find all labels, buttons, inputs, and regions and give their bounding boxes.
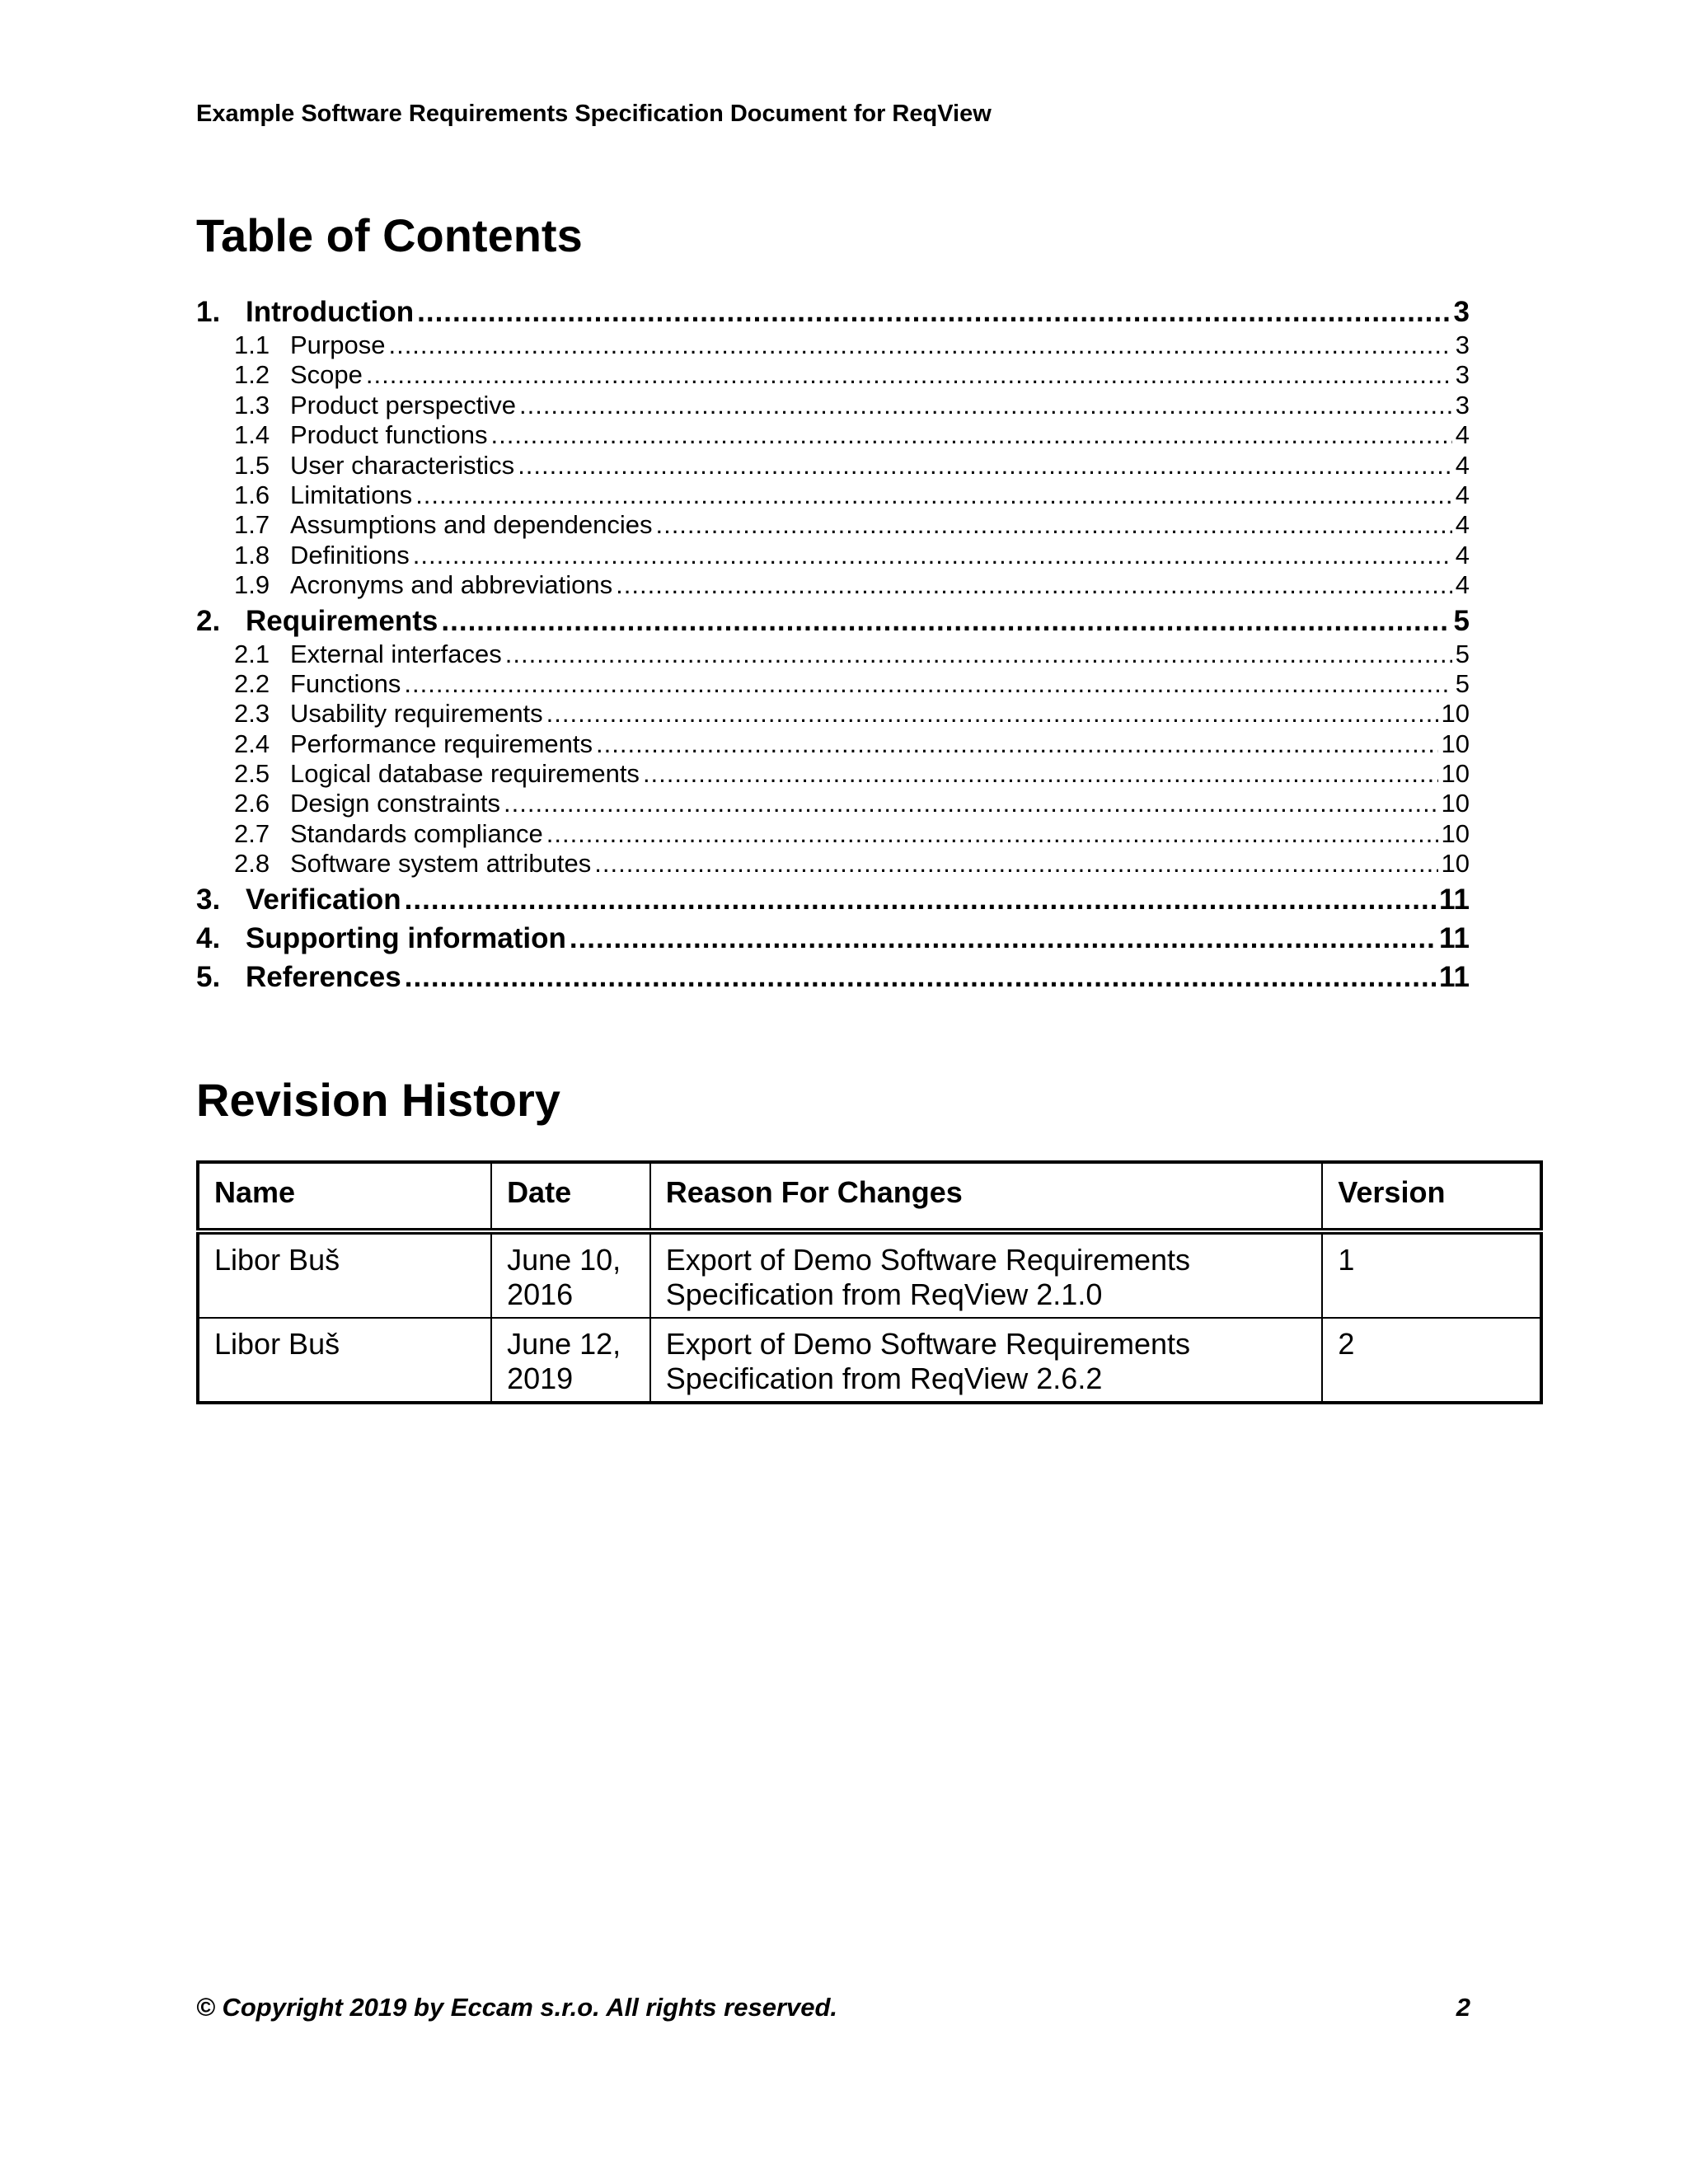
cell-date — [491, 1318, 650, 1403]
toc-entry-level2[interactable] — [196, 570, 1470, 600]
toc-entry-number: 2.7 — [234, 818, 270, 848]
cell-reason — [650, 1231, 1323, 1318]
toc-entry-page: 10 — [1441, 729, 1470, 758]
date-line: June 10, — [507, 1243, 621, 1277]
reason-line: Specification from ReqView 2.1.0 — [665, 1277, 1103, 1311]
toc-entry-page: 5 — [1453, 604, 1470, 637]
reason-line: Export of Demo Software Requirements — [665, 1243, 1191, 1277]
toc-entry-number: 2.8 — [234, 849, 270, 879]
toc-dot-leader — [405, 958, 1436, 996]
toc-entry-number: 2.2 — [234, 668, 270, 698]
toc-entry-page: 3 — [1453, 296, 1470, 328]
toc-dot-leader — [616, 570, 1452, 600]
footer-copyright: © Copyright 2019 by Eccam s.r.o. All rights reserved. — [196, 1993, 838, 2022]
column-header-reason: Reason For Changes — [650, 1162, 1323, 1231]
cell-name: Libor Buš — [198, 1318, 491, 1403]
toc-entry-level2[interactable] — [196, 759, 1470, 789]
toc-dot-leader — [388, 330, 1451, 360]
footer-page-number: 2 — [1456, 1993, 1470, 2022]
toc-entry-title: Product perspective — [290, 390, 516, 419]
toc-dot-leader — [404, 669, 1451, 699]
revision-history-table — [196, 1160, 1543, 1404]
toc-dot-leader — [491, 420, 1452, 450]
toc-entry-number: 1. — [196, 296, 221, 328]
toc-entry-page: 10 — [1441, 699, 1470, 729]
toc-entry-level2[interactable] — [196, 451, 1470, 480]
toc-entry-number: 1.9 — [234, 570, 270, 600]
toc-entry-title: Limitations — [290, 480, 413, 509]
toc-entry-number: 1.3 — [234, 390, 270, 419]
toc-dot-leader — [655, 510, 1451, 540]
toc-entry-page: 10 — [1441, 849, 1470, 879]
toc-dot-leader — [505, 640, 1452, 669]
toc-entry-level1[interactable] — [196, 958, 1470, 996]
toc-entry-number: 2.5 — [234, 759, 270, 789]
toc-entry-page: 5 — [1455, 639, 1470, 668]
reason-line: Export of Demo Software Requirements — [665, 1327, 1191, 1361]
reason-line: Specification from ReqView 2.6.2 — [665, 1361, 1103, 1395]
toc-entry-page: 4 — [1455, 510, 1470, 540]
toc-entry-title: Software system attributes — [290, 849, 592, 879]
toc-entry-title: Requirements — [246, 604, 438, 637]
toc-entry-level2[interactable] — [196, 541, 1470, 570]
toc-entry-page: 3 — [1455, 390, 1470, 419]
toc-entry-page: 3 — [1455, 360, 1470, 390]
toc-entry-page: 10 — [1441, 759, 1470, 789]
toc-entry-number: 2.1 — [234, 639, 270, 668]
toc-dot-leader — [405, 881, 1436, 918]
toc-dot-leader — [594, 849, 1437, 879]
toc-dot-leader — [518, 451, 1452, 480]
toc-entry-level2[interactable] — [196, 391, 1470, 420]
toc-dot-leader — [519, 391, 1452, 420]
toc-dot-leader — [441, 602, 1450, 640]
toc-entry-page: 4 — [1455, 570, 1470, 600]
toc-entry-number: 2.6 — [234, 789, 270, 818]
toc-entry-number: 1.8 — [234, 540, 270, 569]
toc-entry-number: 1.4 — [234, 420, 270, 450]
cell-reason — [650, 1318, 1323, 1403]
table-row — [198, 1318, 1541, 1403]
toc-entry-level2[interactable] — [196, 360, 1470, 390]
toc-entry-number: 2. — [196, 604, 221, 637]
toc-dot-leader — [546, 699, 1438, 729]
toc-entry-title: References — [246, 960, 401, 993]
toc-entry-level2[interactable] — [196, 480, 1470, 510]
toc-entry-level1[interactable] — [196, 602, 1470, 640]
toc-entry-title: Design constraints — [290, 789, 501, 818]
toc-entry-level2[interactable] — [196, 819, 1470, 849]
toc-entry-number: 2.3 — [234, 699, 270, 729]
toc-entry-title: Assumptions and dependencies — [290, 510, 653, 540]
toc-entry-title: Scope — [290, 360, 363, 390]
toc-entry-number: 5. — [196, 960, 221, 993]
toc-entry-number: 1.2 — [234, 360, 270, 390]
toc-entry-level2[interactable] — [196, 669, 1470, 699]
toc-entry-level2[interactable] — [196, 849, 1470, 879]
toc-entry-title: Functions — [290, 668, 401, 698]
toc-entry-title: Product functions — [290, 420, 488, 450]
toc-entry-level1[interactable] — [196, 293, 1470, 330]
column-header-name: Name — [198, 1162, 491, 1231]
toc-entry-title: Definitions — [290, 540, 410, 569]
toc-entry-level2[interactable] — [196, 330, 1470, 360]
toc-entry-title: Standards compliance — [290, 818, 543, 848]
toc-entry-level2[interactable] — [196, 729, 1470, 759]
toc-entry-page: 11 — [1439, 921, 1470, 954]
toc-dot-leader — [546, 819, 1438, 849]
cell-version: 2 — [1322, 1318, 1541, 1403]
toc-entry-page: 4 — [1455, 480, 1470, 509]
toc-entry-number: 1.1 — [234, 330, 270, 359]
cell-date — [491, 1231, 650, 1318]
toc-entry-level2[interactable] — [196, 699, 1470, 729]
toc-dot-leader — [413, 541, 1452, 570]
toc-entry-title: Usability requirements — [290, 699, 543, 729]
toc-entry-page: 11 — [1439, 960, 1470, 993]
toc-entry-page: 11 — [1439, 883, 1470, 916]
toc-entry-title: Supporting information — [246, 921, 566, 954]
date-line: June 12, — [507, 1327, 621, 1361]
toc-entry-number: 1.7 — [234, 510, 270, 540]
toc-entry-title: Acronyms and abbreviations — [290, 570, 613, 600]
toc-entry-level2[interactable] — [196, 420, 1470, 450]
toc-entry-level2[interactable] — [196, 640, 1470, 669]
toc-entry-title: External interfaces — [290, 639, 502, 668]
date-line: 2016 — [507, 1277, 574, 1311]
toc-entry-number: 1.6 — [234, 480, 270, 509]
column-header-date: Date — [491, 1162, 650, 1231]
toc-heading: Table of Contents — [196, 209, 583, 261]
toc-entry-level1[interactable] — [196, 881, 1470, 918]
cell-version: 1 — [1322, 1231, 1541, 1318]
cell-name: Libor Buš — [198, 1231, 491, 1318]
toc-entry-page: 3 — [1455, 330, 1470, 359]
toc-entry-page: 4 — [1455, 450, 1470, 480]
toc-entry-number: 2.4 — [234, 729, 270, 758]
toc-entry-page: 5 — [1455, 668, 1470, 698]
toc-entry-number: 1.5 — [234, 450, 270, 480]
toc-entry-number: 3. — [196, 883, 221, 916]
toc-entry-page: 4 — [1455, 420, 1470, 450]
running-header: Example Software Requirements Specification Document for ReqView — [196, 101, 992, 127]
table-header-row — [198, 1162, 1541, 1231]
toc-entry-page: 10 — [1441, 789, 1470, 818]
toc-dot-leader — [596, 729, 1438, 759]
toc-dot-leader — [570, 920, 1436, 957]
toc-entry-level2[interactable] — [196, 789, 1470, 818]
toc-dot-leader — [643, 759, 1438, 789]
toc-dot-leader — [415, 480, 1452, 510]
column-header-version: Version — [1322, 1162, 1541, 1231]
toc-entry-title: Introduction — [246, 296, 415, 328]
toc-entry-level1[interactable] — [196, 920, 1470, 957]
toc-dot-leader — [366, 360, 1452, 390]
toc-entry-level2[interactable] — [196, 510, 1470, 540]
toc-dot-leader — [417, 293, 1450, 330]
toc-entry-title: User characteristics — [290, 450, 515, 480]
toc-entry-page: 4 — [1455, 540, 1470, 569]
toc-entry-page: 10 — [1441, 818, 1470, 848]
toc-entry-title: Performance requirements — [290, 729, 593, 758]
table-row — [198, 1231, 1541, 1318]
toc-entry-title: Purpose — [290, 330, 386, 359]
date-line: 2019 — [507, 1361, 574, 1395]
toc-entry-title: Logical database requirements — [290, 759, 640, 789]
toc-dot-leader — [504, 789, 1438, 818]
revision-history-heading: Revision History — [196, 1074, 560, 1126]
toc-entry-number: 4. — [196, 921, 221, 954]
toc-entry-title: Verification — [246, 883, 401, 916]
table-of-contents — [196, 293, 1470, 996]
